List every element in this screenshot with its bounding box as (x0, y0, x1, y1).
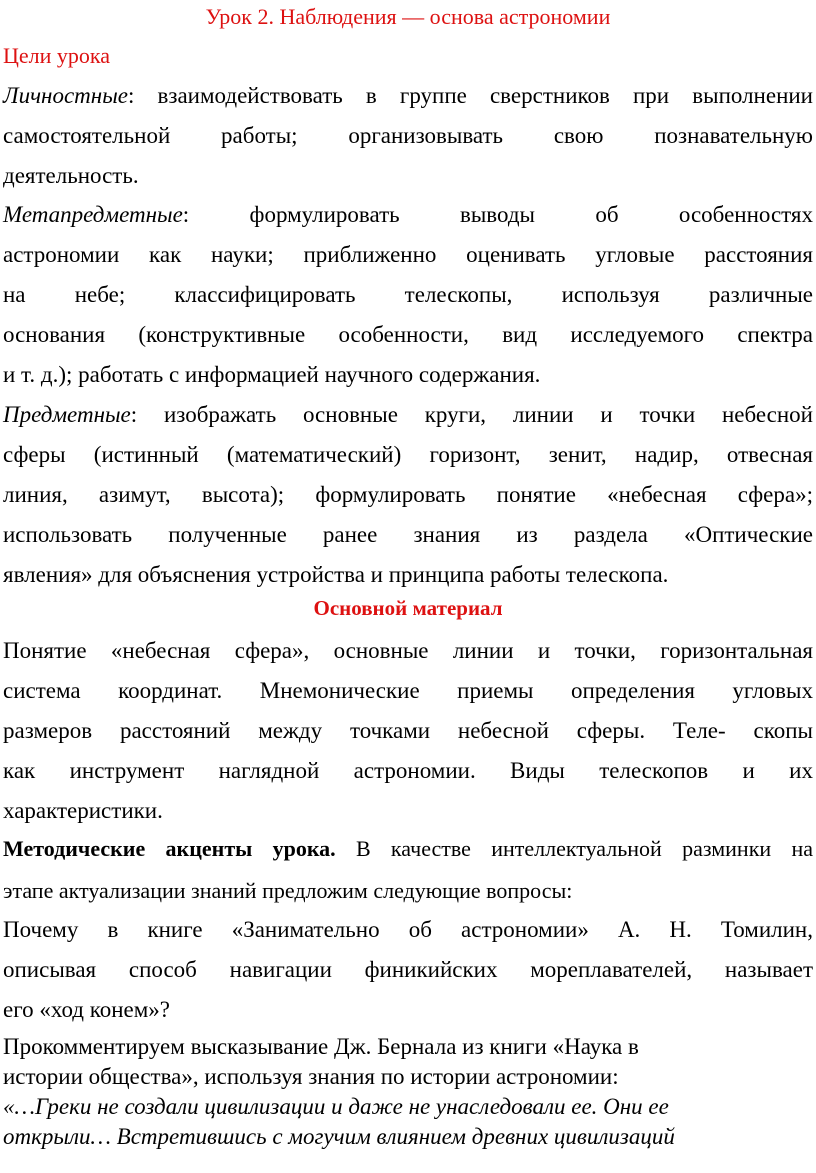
quote-paragraph: «…Греки не создали цивилизации и даже не унаследовали ее. Они ее открыли… Встретившись с могучим влиянием древних цивилизаций (3, 1094, 675, 1149)
method-paragraph: Методические акценты урока. В качестве интеллектуальной разминки на этапе актуализации знаний предложим следующие вопросы: (3, 836, 813, 903)
meta-label: Метапредметные (3, 202, 183, 227)
main-material-heading: Основной материал (313, 596, 503, 620)
subject-goals-paragraph: Предметные: изображать основные круги, линии и точки небесной сферы (истинный (математический) горизонт, зенит, надир, отвесная линия, азимут, высота); формулировать понятие «небесная сфера»; использовать полученные ранее знания из раздела «Оптические явления» для объяснения устройства и принципа работы телескопа. (3, 402, 813, 587)
method-label: Методические акценты урока. (3, 836, 336, 861)
personal-label: Личностные (3, 83, 128, 108)
page-title: Урок 2. Наблюдения — основа астрономии (205, 4, 611, 29)
personal-goals-paragraph: Личностные: взаимодействовать в группе сверстников при выполнении самостоятельной работы; организовывать свою познавательную деятельность. (3, 83, 813, 188)
meta-goals-paragraph: Метапредметные: формулировать выводы об особенностях астрономии как науки; приближенно оценивать угловые расстояния на небе; классифицировать телескопы, используя различные основания (конструктивные особенности, вид исследуемого спектра и т. д.); работать с информацией научного содержания. (3, 202, 813, 387)
comment-paragraph: Прокомментируем высказывание Дж. Бернала из книги «Наука в истории общества», используя знания по истории астрономии: (3, 1034, 639, 1089)
question-paragraph: Почему в книге «Занимательно об астрономии» А. Н. Томилин, описывая способ навигации финикийских мореплавателей, называет его «ход конем»? (3, 917, 813, 1022)
main-material-paragraph: Понятие «небесная сфера», основные линии и точки, горизонтальная система координат. Мнемонические приемы определения угловых размеров расстояний между точками небесной сферы. Теле- скопы как инструмент наглядной астрономии. Виды телескопов и их характеристики. (3, 638, 813, 823)
subject-label: Предметные (3, 402, 131, 427)
goals-heading: Цели урока (3, 43, 111, 68)
